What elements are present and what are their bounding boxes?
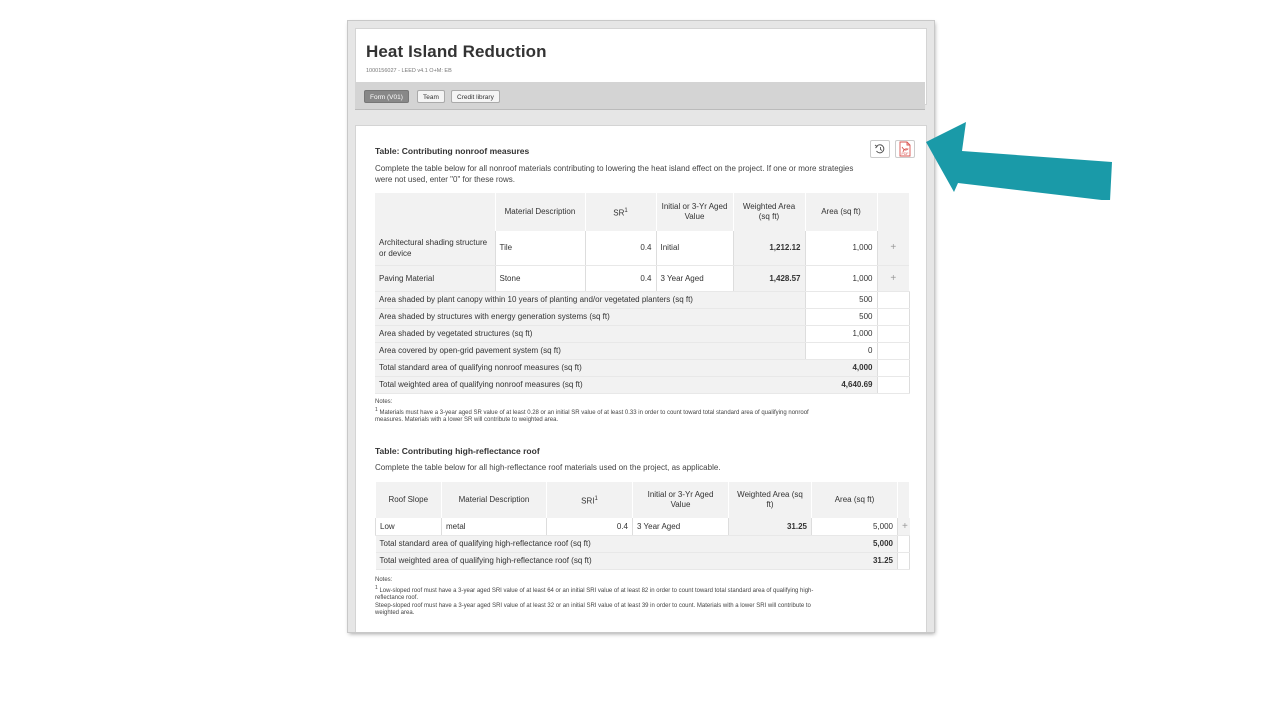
summary-spacer bbox=[877, 308, 909, 325]
add-row-button[interactable] bbox=[877, 231, 909, 265]
summary-spacer bbox=[877, 376, 909, 393]
roof-slope-select[interactable]: Low bbox=[376, 518, 442, 535]
roof-header-weighted: Weighted Area (sq ft) bbox=[729, 482, 812, 518]
note-sup: 1 bbox=[375, 584, 378, 591]
roof-header-action bbox=[898, 482, 910, 518]
nonroof-header-aged: Initial or 3-Yr Aged Value bbox=[656, 193, 733, 231]
sr-input[interactable]: 0.4 bbox=[585, 265, 656, 291]
pdf-label: PDF bbox=[901, 152, 909, 156]
summary-row bbox=[376, 535, 910, 552]
nonroof-header-sr-sup: 1 bbox=[624, 207, 628, 214]
nonroof-table bbox=[375, 193, 910, 394]
nonroof-header-weighted: Weighted Area (sq ft) bbox=[733, 193, 805, 231]
nonroof-notes bbox=[375, 399, 885, 425]
material-input[interactable]: Tile bbox=[495, 231, 585, 265]
note-text: Steep-sloped roof must have a 3-year aged SRI value of at least 32 or an initial SRI value of at least 39 in order to count. Materials with a lower SRI will contribute to bbox=[375, 602, 811, 609]
plus-icon: + bbox=[890, 272, 897, 284]
history-button[interactable] bbox=[870, 140, 890, 158]
summary-spacer bbox=[898, 552, 910, 569]
roof-header-aged: Initial or 3-Yr Aged Value bbox=[633, 482, 729, 518]
summary-label: Total standard area of qualifying nonroof measures (sq ft) bbox=[375, 359, 805, 376]
note-sup: 1 bbox=[375, 406, 378, 413]
tab-credit-library[interactable]: Credit library bbox=[451, 90, 500, 103]
area-input[interactable]: 1,000 bbox=[805, 265, 877, 291]
roof-header-slope: Roof Slope bbox=[376, 482, 442, 518]
tab-bar bbox=[355, 82, 925, 110]
nonroof-header-material: Material Description bbox=[495, 193, 585, 231]
summary-label: Total weighted area of qualifying nonroof measures (sq ft) bbox=[375, 376, 805, 393]
total-standard-area-value: 4,000 bbox=[805, 359, 877, 376]
summary-row bbox=[375, 308, 909, 325]
roof-header-area: Area (sq ft) bbox=[812, 482, 898, 518]
roof-total-weighted-value: 31.25 bbox=[812, 552, 898, 569]
roof-header-row bbox=[376, 482, 910, 518]
add-row-button[interactable] bbox=[877, 265, 909, 291]
plus-icon: + bbox=[902, 520, 908, 532]
roof-aged-select[interactable]: 3 Year Aged bbox=[633, 518, 729, 535]
note-line bbox=[375, 585, 885, 596]
nonroof-header-sr-label: SR bbox=[613, 208, 625, 218]
plus-icon: + bbox=[890, 242, 897, 254]
nonroof-description-line-2: were not used, enter "0" for these rows. bbox=[375, 175, 515, 184]
roof-header-sri-label: SRI bbox=[581, 496, 595, 506]
roof-description: Complete the table below for all high-reflectance roof materials used on the project, as applicable. bbox=[375, 463, 721, 472]
roof-header-material: Material Description bbox=[442, 482, 547, 518]
nonroof-header-blank bbox=[375, 193, 495, 231]
summary-spacer bbox=[877, 359, 909, 376]
callout-arrow-shape bbox=[926, 122, 1112, 200]
roof-weighted-area-value: 31.25 bbox=[729, 518, 812, 535]
form-content bbox=[355, 125, 927, 632]
roof-table bbox=[375, 482, 910, 570]
summary-label: Area shaded by vegetated structures (sq ft) bbox=[375, 325, 805, 342]
summary-row bbox=[375, 376, 909, 393]
summary-row bbox=[376, 552, 910, 569]
note-text: measures. Materials with a lower SR will contribute to weighted area. bbox=[375, 417, 559, 423]
nonroof-table-title: Table: Contributing nonroof measures bbox=[375, 146, 530, 156]
summary-spacer bbox=[898, 535, 910, 552]
roof-header-sri bbox=[547, 482, 633, 518]
summary-spacer bbox=[877, 325, 909, 342]
summary-spacer bbox=[877, 291, 909, 308]
material-input[interactable]: Stone bbox=[495, 265, 585, 291]
arrow-left-icon bbox=[924, 120, 1114, 200]
roof-material-input[interactable]: metal bbox=[442, 518, 547, 535]
add-roof-row-button[interactable] bbox=[898, 518, 910, 535]
nonroof-header-area: Area (sq ft) bbox=[805, 193, 877, 231]
history-icon bbox=[871, 141, 889, 157]
nonroof-header-sr bbox=[585, 193, 656, 231]
roof-notes bbox=[375, 577, 885, 618]
summary-label: Total standard area of qualifying high-reflectance roof (sq ft) bbox=[376, 535, 812, 552]
area-input[interactable]: 1,000 bbox=[805, 231, 877, 265]
form-window bbox=[348, 21, 934, 632]
page-title: Heat Island Reduction bbox=[366, 42, 547, 61]
summary-label: Area covered by open-grid pavement system (sq ft) bbox=[375, 342, 805, 359]
note-text: Low-sloped roof must have a 3-year aged SRI value of at least 64 or an initial SRI value of at least 82 in order to count toward total standard area of qualifying high- bbox=[379, 587, 814, 594]
note-text: reflectance roof. bbox=[375, 595, 419, 601]
page-subtitle: 1000156027 - LEED v4.1 O+M: EB bbox=[366, 68, 452, 74]
sr-input[interactable]: 0.4 bbox=[585, 231, 656, 265]
summary-spacer bbox=[877, 342, 909, 359]
summary-input[interactable]: 1,000 bbox=[805, 325, 877, 342]
note-line bbox=[375, 407, 885, 418]
roof-table-title: Table: Contributing high-reflectance roof bbox=[375, 446, 540, 456]
tab-form[interactable]: Form (V01) bbox=[364, 90, 409, 103]
aged-select[interactable]: Initial bbox=[656, 231, 733, 265]
total-weighted-area-value: 4,640.69 bbox=[805, 376, 877, 393]
table-row bbox=[375, 265, 909, 291]
row-label: Paving Material bbox=[375, 265, 495, 291]
tab-team[interactable]: Team bbox=[417, 90, 445, 103]
summary-input[interactable]: 0 bbox=[805, 342, 877, 359]
weighted-area-value: 1,428.57 bbox=[733, 265, 805, 291]
roof-area-input[interactable]: 5,000 bbox=[812, 518, 898, 535]
summary-row bbox=[375, 359, 909, 376]
summary-label: Area shaded by structures with energy generation systems (sq ft) bbox=[375, 308, 805, 325]
notes-label: Notes: bbox=[375, 577, 393, 583]
nonroof-description-line-1: Complete the table below for all nonroof materials contributing to lowering the heat island effect on the project. If one or more strategies bbox=[375, 164, 854, 173]
aged-select[interactable]: 3 Year Aged bbox=[656, 265, 733, 291]
pdf-button[interactable] bbox=[895, 140, 915, 158]
table-row bbox=[376, 518, 910, 535]
row-label: Architectural shading structure or device bbox=[375, 231, 495, 265]
notes-label: Notes: bbox=[375, 399, 393, 405]
summary-label: Area shaded by plant canopy within 10 years of planting and/or vegetated planters (sq ft) bbox=[375, 291, 805, 308]
roof-header-sri-sup: 1 bbox=[594, 495, 598, 502]
weighted-area-value: 1,212.12 bbox=[733, 231, 805, 265]
nonroof-header-action bbox=[877, 193, 909, 231]
table-row bbox=[375, 231, 909, 265]
summary-row bbox=[375, 291, 909, 308]
pdf-icon bbox=[896, 141, 914, 157]
summary-label: Total weighted area of qualifying high-reflectance roof (sq ft) bbox=[376, 552, 812, 569]
sri-input[interactable]: 0.4 bbox=[547, 518, 633, 535]
note-text: Materials must have a 3-year aged SR value of at least 0.28 or an initial SR value of at least 0.33 in order to count toward total standard area of qualifying nonroof bbox=[379, 409, 809, 416]
nonroof-header-row bbox=[375, 193, 909, 231]
summary-row bbox=[375, 342, 909, 359]
roof-total-standard-value: 5,000 bbox=[812, 535, 898, 552]
summary-input[interactable]: 500 bbox=[805, 308, 877, 325]
note-text: weighted area. bbox=[375, 610, 415, 616]
summary-row bbox=[375, 325, 909, 342]
summary-input[interactable]: 500 bbox=[805, 291, 877, 308]
